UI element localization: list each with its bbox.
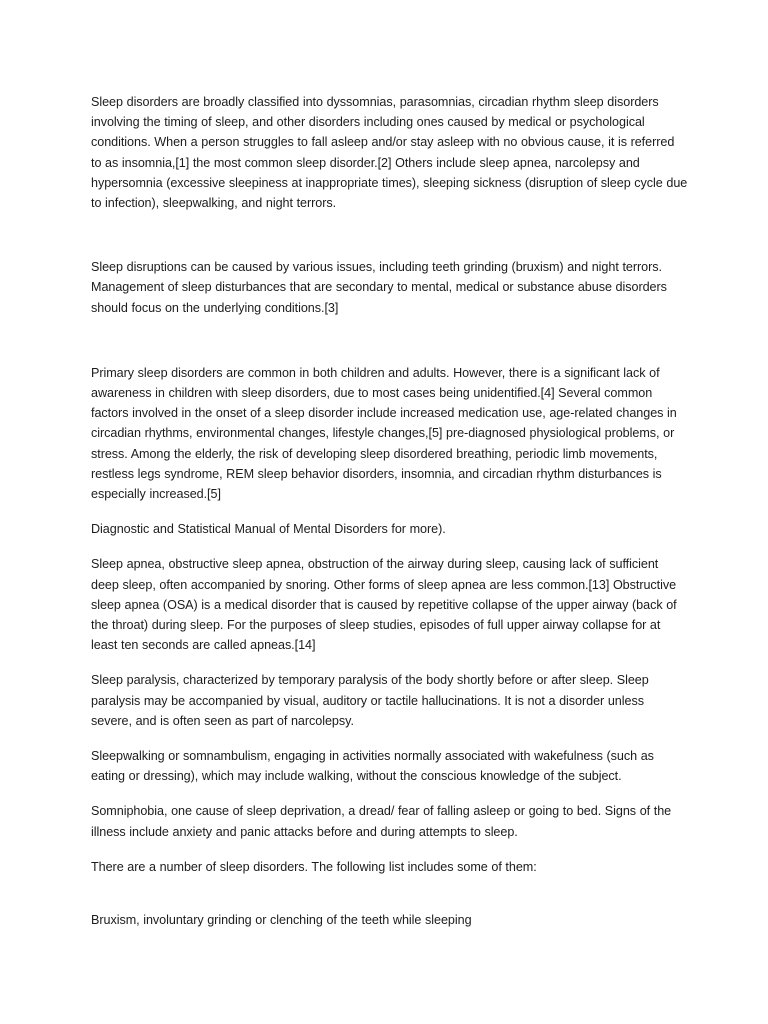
paragraph-primary-sleep-disorders: Primary sleep disorders are common in both children and adults. However, there is a significant lack of awareness in children with sleep disorders, due to most cases being unidentified.[4] Several common factors involved in the onset of a sleep disorder include increased medication use, age-related changes in circadian rhythms, environmental changes, lifestyle changes,[5] pre-diagnosed physiological problems, or stress. Among the elderly, the risk of developing sleep disordered breathing, periodic limb movements, restless legs syndrome, REM sleep behavior disorders, insomnia, and circadian rhythm disturbances is especially increased.[5] bbox=[91, 365, 677, 502]
paragraph-sleep-paralysis: Sleep paralysis, characterized by temporary paralysis of the body shortly before or after sleep. Sleep paralysis may be accompanied by visual, auditory or tactile hallucinations. It is not a disorder unless severe, and is often seen as part of narcolepsy. bbox=[91, 673, 649, 728]
paragraph-sleep-disorders-classification: Sleep disorders are broadly classified into dyssomnias, parasomnias, circadian rhythm sleep disorders involving the timing of sleep, and other disorders including ones caused by medical or psychological conditions. When a person struggles to fall asleep and/or stay asleep with no obvious cause, it is referred to as insomnia,[1] the most common sleep disorder.[2] Others include sleep apnea, narcolepsy and hypersomnia (excessive sleepiness at inappropriate times), sleeping sickness (disruption of sleep cycle due to infection), sleepwalking, and night terrors. bbox=[91, 95, 688, 211]
paragraph-sleep-apnea: Sleep apnea, obstructive sleep apnea, obstruction of the airway during sleep, causing lack of sufficient deep sleep, often accompanied by snoring. Other forms of sleep apnea are less common.[13] Obstructive sleep apnea (OSA) is a medical disorder that is caused by repetitive collapse of the upper airway (back of the throat) during sleep. For the purposes of sleep studies, episodes of full upper airway collapse for at least ten seconds are called apneas.[14] bbox=[91, 557, 677, 653]
paragraph-diagnostic-manual: Diagnostic and Statistical Manual of Mental Disorders for more). bbox=[91, 522, 446, 537]
paragraph-sleepwalking: Sleepwalking or somnambulism, engaging in activities normally associated with wakefulness (such as eating or dressing), which may include walking, without the conscious knowledge of the subject. bbox=[91, 749, 654, 784]
paragraph-sleep-disruptions: Sleep disruptions can be caused by various issues, including teeth grinding (bruxism) and night terrors. Management of sleep disturbances that are secondary to mental, medical or substance abuse disorders should focus on the underlying conditions.[3] bbox=[91, 260, 667, 315]
paragraph-somniphobia: Somniphobia, one cause of sleep deprivation, a dread/ fear of falling asleep or going to bed. Signs of the illness include anxiety and panic attacks before and during attempts to sleep. bbox=[91, 804, 672, 839]
paragraph-list-intro: There are a number of sleep disorders. The following list includes some of them: bbox=[91, 859, 537, 874]
paragraph-bruxism: Bruxism, involuntary grinding or clenching of the teeth while sleeping bbox=[91, 913, 472, 928]
